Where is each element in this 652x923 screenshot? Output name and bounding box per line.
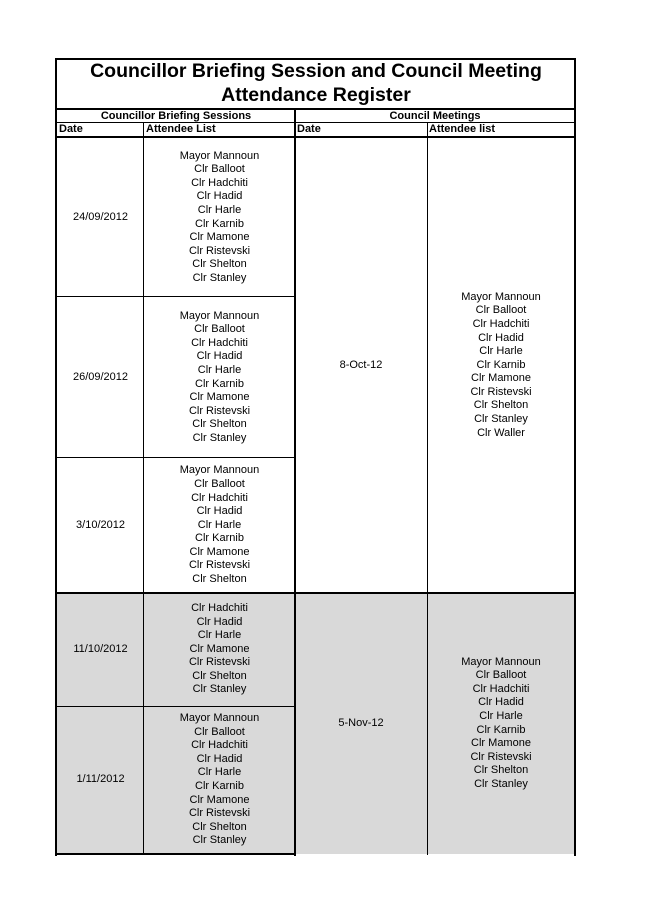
attendee-name: Clr Harle (197, 766, 242, 779)
attendee-name: Clr Ristevski (188, 656, 251, 669)
title-line-1: Councillor Briefing Session and Council Meeting (90, 60, 542, 82)
attendee-name: Mayor Mannoun (461, 655, 541, 668)
attendee-name: Clr Hadid (478, 331, 524, 344)
title-line-2: Attendance Register (221, 84, 411, 106)
attendee-name: Clr Harle (197, 518, 242, 531)
attendee-name: Clr Hadid (196, 615, 243, 628)
column-header-council-date: Date (297, 123, 321, 135)
attendee-name: Clr Mamone (189, 391, 250, 404)
attendee-name: Clr Ristevski (188, 807, 251, 820)
row-divider (55, 296, 144, 297)
attendee-name: Clr Ristevski (188, 559, 251, 572)
attendee-name: Clr Mamone (471, 737, 531, 750)
briefing-attendees-1 (144, 138, 295, 297)
attendee-name: Clr Hadid (478, 696, 524, 709)
attendee-name: Clr Stanley (192, 834, 247, 847)
attendee-name: Clr Karnib (195, 217, 244, 230)
attendee-list (180, 464, 260, 586)
attendee-name: Clr Stanley (192, 431, 247, 444)
row-divider (143, 296, 295, 297)
attendee-name: Clr Mamone (189, 231, 250, 244)
attendee-name: Clr Karnib (195, 377, 244, 390)
attendee-name: Clr Shelton (192, 573, 247, 586)
attendee-name: Clr Karnib (476, 358, 526, 371)
council-date-2: 5-Nov-12 (338, 716, 384, 729)
border-top (55, 58, 576, 60)
divider-group-header (55, 122, 576, 123)
attendee-name: Clr Hadid (196, 350, 243, 363)
attendee-name: Clr Shelton (192, 258, 247, 271)
council-date-1: 8-Oct-12 (339, 358, 383, 371)
divider-title (55, 108, 576, 110)
attendee-name: Clr Hadid (196, 505, 243, 518)
attendee-name: Clr Hadchiti (191, 739, 248, 752)
attendee-name: Clr Harle (197, 363, 242, 376)
column-header-council-attendee-list: Attendee list (429, 123, 496, 135)
attendee-name: Clr Harle (197, 629, 242, 642)
row-divider (55, 706, 144, 707)
column-header-attendee-list: Attendee List (146, 123, 216, 135)
attendee-name: Mayor Mannoun (179, 149, 260, 162)
page-title (57, 59, 575, 109)
attendee-list (189, 602, 250, 697)
row-divider (55, 457, 144, 458)
attendee-list (180, 150, 260, 286)
attendee-name: Clr Karnib (476, 723, 526, 736)
attendee-name: Clr Waller (477, 426, 525, 439)
attendee-name: Clr Balloot (194, 163, 245, 176)
attendee-name: Clr Mamone (189, 545, 250, 558)
attendee-name: Clr Ristevski (470, 750, 532, 763)
row-divider (143, 457, 295, 458)
attendee-list (180, 310, 260, 446)
border-bottom (55, 853, 296, 855)
attendee-name: Clr Shelton (192, 820, 247, 833)
attendee-name: Clr Mamone (471, 372, 531, 385)
border-right (574, 58, 576, 856)
briefing-attendees-2 (144, 297, 295, 458)
attendee-name: Clr Karnib (195, 780, 244, 792)
divider-column-header (55, 136, 576, 138)
attendee-name: Clr Balloot (194, 725, 245, 738)
block-divider (55, 592, 576, 594)
divider-briefing-columns (143, 122, 144, 855)
attendee-name: Clr Balloot (475, 304, 527, 317)
attendee-name: Clr Harle (479, 345, 523, 358)
attendee-name: Clr Balloot (475, 669, 527, 682)
attendee-name: Clr Stanley (474, 413, 528, 426)
attendee-name: Clr Hadid (196, 752, 243, 765)
attendee-name: Clr Stanley (474, 777, 528, 790)
divider-sections (294, 108, 296, 856)
attendee-name: Clr Stanley (192, 683, 247, 696)
attendee-name: Clr Shelton (473, 399, 529, 412)
attendee-name: Clr Mamone (189, 642, 250, 655)
attendee-name: Clr Ristevski (188, 244, 251, 257)
attendee-name: Clr Ristevski (188, 404, 251, 417)
briefing-date-2: 26/09/2012 (72, 370, 129, 383)
briefing-attendees-5 (144, 706, 295, 854)
attendee-name: Clr Shelton (192, 669, 247, 682)
attendee-list (180, 712, 260, 848)
attendee-list (461, 291, 541, 441)
row-divider (143, 706, 295, 707)
briefing-date-4: 11/10/2012 (73, 642, 128, 655)
briefing-date-1: 24/09/2012 (72, 210, 129, 223)
briefing-date-3: 3/10/2012 (76, 518, 125, 531)
council-attendees-2 (427, 593, 575, 854)
attendee-name: Clr Harle (197, 203, 242, 216)
attendee-name: Mayor Mannoun (179, 464, 260, 477)
attendee-name: Mayor Mannoun (461, 290, 541, 303)
attendee-name: Clr Hadchiti (191, 176, 248, 189)
attendee-name: Clr Shelton (473, 764, 529, 777)
attendee-name: Clr Balloot (194, 477, 245, 490)
attendee-name: Clr Hadchiti (191, 491, 248, 504)
attendee-name: Clr Karnib (195, 532, 244, 545)
attendee-name: Clr Harle (479, 709, 523, 722)
council-meetings-header: Council Meetings (389, 110, 481, 122)
divider-council-columns (427, 122, 428, 855)
attendee-name: Clr Stanley (192, 271, 247, 284)
attendee-name: Clr Hadchiti (191, 601, 248, 614)
briefing-date-5: 1/11/2012 (76, 773, 125, 786)
council-attendees-1 (427, 138, 575, 593)
attendee-name: Clr Hadchiti (472, 682, 530, 695)
attendee-name: Clr Mamone (189, 793, 250, 806)
attendee-name: Mayor Mannoun (179, 309, 260, 322)
briefing-attendees-3 (144, 458, 295, 593)
column-header-date: Date (59, 123, 83, 135)
briefing-attendees-4 (144, 593, 295, 706)
attendee-name: Clr Ristevski (470, 385, 532, 398)
briefing-sessions-header: Councillor Briefing Sessions (100, 110, 252, 122)
attendee-name: Clr Hadid (196, 190, 243, 203)
attendee-name: Mayor Mannoun (179, 712, 260, 725)
attendee-name: Clr Balloot (194, 323, 245, 336)
attendee-list (461, 656, 541, 792)
attendee-name: Clr Hadchiti (472, 317, 530, 330)
attendee-name: Clr Hadchiti (191, 336, 248, 349)
attendee-name: Clr Shelton (192, 418, 247, 431)
